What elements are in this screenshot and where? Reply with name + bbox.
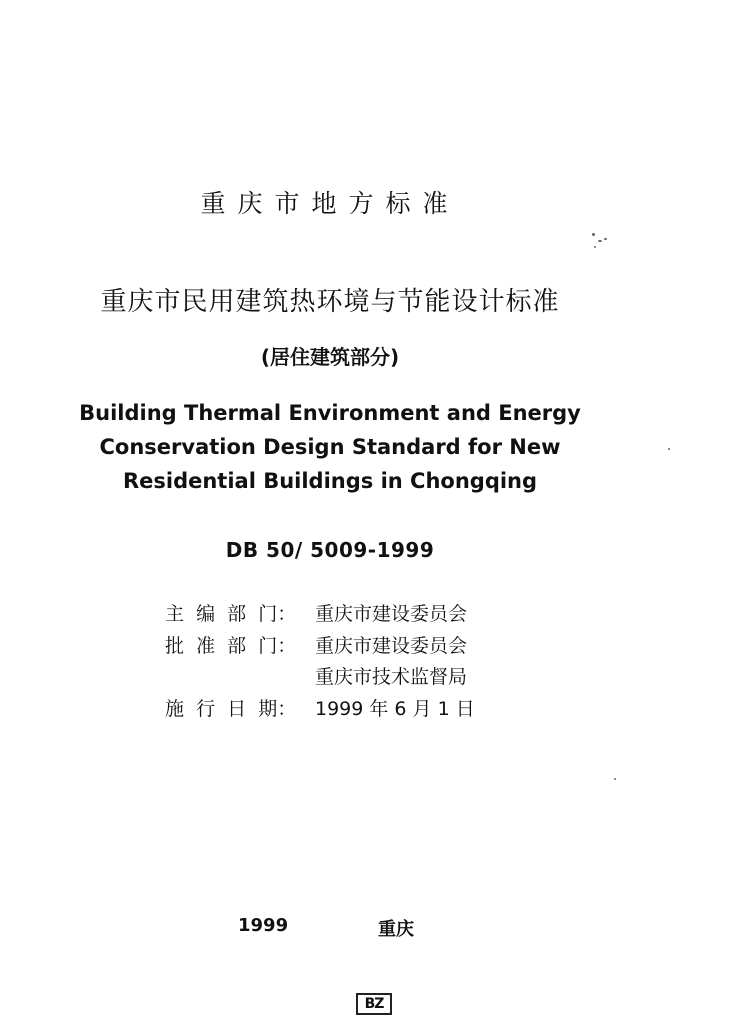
bz-logo: BZ xyxy=(356,993,392,1015)
scan-speck xyxy=(614,778,616,780)
info-row-effective-date xyxy=(165,695,475,723)
info-row-editor xyxy=(165,600,467,628)
title-en-line-3: Residential Buildings in Chongqing xyxy=(122,469,538,493)
scan-speck xyxy=(598,240,602,242)
info-value: 重庆市技术监督局 xyxy=(315,666,468,688)
scan-speck xyxy=(604,238,607,240)
document-title-english xyxy=(30,396,630,498)
document-subtitle-chinese: (居住建筑部分) xyxy=(260,345,400,369)
publication-city: 重庆 xyxy=(378,919,414,940)
document-title-chinese: 重庆市民用建筑热环境与节能设计标准 xyxy=(100,287,560,317)
info-label: 主 编 部 门： xyxy=(165,603,297,625)
info-row-approver xyxy=(165,632,467,660)
info-label: 施 行 日 期： xyxy=(165,698,297,720)
info-value: 重庆市建设委员会 xyxy=(315,635,468,657)
scan-speck xyxy=(592,233,595,236)
standard-code: DB 50/ 5009-1999 xyxy=(225,538,435,562)
info-label xyxy=(165,663,315,691)
scan-speck xyxy=(594,246,596,248)
title-en-line-1: Building Thermal Environment and Energy xyxy=(79,401,581,425)
document-category: 重庆市地方标准 xyxy=(200,189,460,218)
info-value: 1999 年 6 月 1 日 xyxy=(315,698,475,720)
title-en-line-2: Conservation Design Standard for New xyxy=(99,435,561,459)
publication-year: 1999 xyxy=(238,915,289,936)
info-value: 重庆市建设委员会 xyxy=(315,603,468,625)
scan-speck xyxy=(668,448,670,450)
info-label: 批 准 部 门： xyxy=(165,635,297,657)
info-row-approver-2 xyxy=(165,663,467,691)
